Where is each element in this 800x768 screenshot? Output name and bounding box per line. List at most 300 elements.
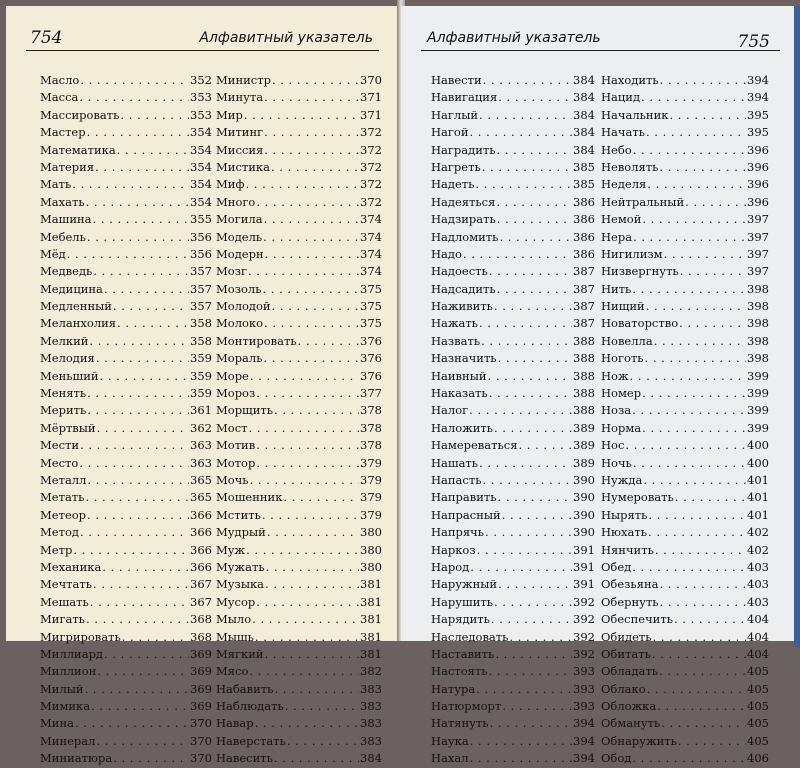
dot-leader bbox=[481, 333, 572, 350]
dot-leader bbox=[113, 750, 189, 767]
index-entry bbox=[601, 281, 769, 298]
dot-leader bbox=[93, 263, 189, 280]
index-page-number: 399 bbox=[747, 368, 769, 383]
index-entry bbox=[40, 229, 212, 246]
dot-leader bbox=[283, 489, 359, 506]
dot-leader bbox=[674, 611, 746, 628]
index-entry bbox=[601, 750, 769, 767]
index-entry bbox=[40, 124, 212, 141]
index-page-number: 374 bbox=[360, 212, 382, 227]
index-term: Начать bbox=[601, 125, 645, 140]
index-term: Минута bbox=[216, 90, 264, 105]
index-entry bbox=[40, 298, 212, 315]
index-term: Навигация bbox=[431, 90, 498, 105]
dot-leader bbox=[494, 420, 572, 437]
index-entry bbox=[40, 107, 212, 124]
index-entry bbox=[40, 576, 212, 593]
index-entry bbox=[601, 263, 769, 280]
right-page bbox=[401, 6, 800, 766]
index-entry bbox=[216, 368, 382, 385]
index-entry bbox=[216, 211, 382, 228]
dot-leader bbox=[256, 437, 359, 454]
index-entry bbox=[40, 611, 212, 628]
index-entry bbox=[40, 750, 212, 767]
index-entry bbox=[40, 263, 212, 280]
index-page-number: 386 bbox=[573, 212, 595, 227]
dot-leader bbox=[97, 420, 189, 437]
index-term: Мозоль bbox=[216, 281, 262, 296]
dot-leader bbox=[256, 194, 359, 211]
index-page-number: 358 bbox=[190, 316, 212, 331]
index-page-number: 396 bbox=[747, 159, 769, 174]
dot-leader bbox=[265, 646, 359, 663]
dot-leader bbox=[491, 611, 572, 628]
index-page-number: 404 bbox=[747, 629, 769, 644]
index-page-number: 395 bbox=[747, 107, 769, 122]
index-entry bbox=[216, 472, 382, 489]
index-term: Миссия bbox=[216, 142, 264, 157]
dot-leader bbox=[113, 298, 189, 315]
index-term: Напрячь bbox=[431, 525, 485, 540]
index-term: Ноготь bbox=[601, 351, 644, 366]
index-page-number: 405 bbox=[747, 664, 769, 679]
index-entry bbox=[40, 142, 212, 159]
index-page-number: 398 bbox=[747, 316, 769, 331]
dot-leader bbox=[85, 681, 189, 698]
index-entry bbox=[40, 681, 212, 698]
dot-leader bbox=[498, 89, 572, 106]
index-entry bbox=[431, 629, 595, 646]
index-page-number: 376 bbox=[360, 333, 382, 348]
index-term: Мягкий bbox=[216, 646, 264, 661]
index-term: Метр bbox=[40, 542, 73, 557]
index-entry bbox=[40, 333, 212, 350]
index-term: Обложка bbox=[601, 699, 657, 714]
dot-leader bbox=[502, 698, 572, 715]
index-page-number: 377 bbox=[360, 386, 382, 401]
dot-leader bbox=[632, 750, 746, 767]
index-entry bbox=[431, 211, 595, 228]
index-entry bbox=[40, 629, 212, 646]
index-entry bbox=[431, 437, 595, 454]
index-term: Мёртвый bbox=[40, 420, 96, 435]
index-entry bbox=[216, 263, 382, 280]
index-entry bbox=[601, 72, 769, 89]
index-term: Обитать bbox=[601, 646, 651, 661]
index-page-number: 401 bbox=[747, 490, 769, 505]
index-page-number: 372 bbox=[360, 142, 382, 157]
index-entry bbox=[216, 750, 382, 767]
index-term: Меньший bbox=[40, 368, 99, 383]
index-term: Налог bbox=[431, 403, 469, 418]
index-page-number: 405 bbox=[747, 681, 769, 696]
index-page-number: 404 bbox=[747, 612, 769, 627]
dot-leader bbox=[252, 611, 359, 628]
index-entry bbox=[216, 437, 382, 454]
index-term: Наставить bbox=[431, 646, 495, 661]
index-page-number: 389 bbox=[573, 438, 595, 453]
index-entry bbox=[216, 611, 382, 628]
dot-leader bbox=[265, 576, 359, 593]
index-entry bbox=[601, 542, 769, 559]
index-entry bbox=[601, 315, 769, 332]
index-entry bbox=[601, 629, 769, 646]
dot-leader bbox=[502, 507, 572, 524]
dot-leader bbox=[642, 211, 746, 228]
index-page-number: 390 bbox=[573, 525, 595, 540]
index-entry bbox=[601, 455, 769, 472]
dot-leader bbox=[499, 229, 572, 246]
index-page-number: 385 bbox=[573, 177, 595, 192]
index-term: Новаторство bbox=[601, 316, 679, 331]
index-term: Обернуть bbox=[601, 594, 659, 609]
index-term: Навести bbox=[431, 73, 482, 87]
index-term: Мать bbox=[40, 177, 72, 192]
dot-leader bbox=[648, 524, 746, 541]
index-page-number: 403 bbox=[747, 594, 769, 609]
index-entry bbox=[431, 229, 595, 246]
index-entry bbox=[40, 385, 212, 402]
dot-leader bbox=[80, 72, 189, 89]
index-term: Медицина bbox=[40, 281, 103, 296]
dot-leader bbox=[298, 333, 359, 350]
index-entry bbox=[40, 159, 212, 176]
index-page-number: 381 bbox=[360, 594, 382, 609]
index-term: Народ bbox=[431, 559, 470, 574]
index-term: Мешать bbox=[40, 594, 89, 609]
index-term: Масло bbox=[40, 73, 80, 87]
index-page-number: 394 bbox=[573, 716, 595, 731]
index-page-number: 354 bbox=[190, 125, 212, 140]
index-entry bbox=[431, 576, 595, 593]
index-term: Машина bbox=[40, 212, 92, 227]
dot-leader bbox=[661, 715, 746, 732]
index-entry bbox=[216, 542, 382, 559]
dot-leader bbox=[490, 715, 572, 732]
dot-leader bbox=[85, 489, 189, 506]
index-page-number: 353 bbox=[190, 107, 212, 122]
dot-leader bbox=[93, 211, 190, 228]
dot-leader bbox=[104, 281, 189, 298]
index-page-number: 374 bbox=[360, 229, 382, 244]
dot-leader bbox=[470, 733, 572, 750]
index-page-number: 381 bbox=[360, 612, 382, 627]
dot-leader bbox=[262, 507, 359, 524]
index-entry bbox=[601, 698, 769, 715]
index-page-number: 389 bbox=[573, 420, 595, 435]
index-page-number: 395 bbox=[747, 125, 769, 140]
index-entry bbox=[431, 420, 595, 437]
index-page-number: 354 bbox=[190, 177, 212, 192]
index-page-number: 369 bbox=[190, 664, 212, 679]
index-page-number: 397 bbox=[747, 229, 769, 244]
index-entry bbox=[40, 489, 212, 506]
index-term: Нужда bbox=[601, 472, 643, 487]
index-page-number: 403 bbox=[747, 559, 769, 574]
index-page-number: 365 bbox=[190, 472, 212, 487]
index-term: Облако bbox=[601, 681, 646, 696]
dot-leader bbox=[654, 333, 746, 350]
index-term: Могила bbox=[216, 212, 263, 227]
dot-leader bbox=[264, 315, 359, 332]
index-entry bbox=[40, 472, 212, 489]
index-entry bbox=[601, 107, 769, 124]
dot-leader bbox=[625, 437, 746, 454]
index-entry bbox=[601, 489, 769, 506]
index-entry bbox=[216, 229, 382, 246]
index-term: Мигать bbox=[40, 612, 85, 627]
index-entry bbox=[40, 733, 212, 750]
index-page-number: 396 bbox=[747, 177, 769, 192]
index-page-number: 391 bbox=[573, 559, 595, 574]
index-page-number: 380 bbox=[360, 525, 382, 540]
index-term: Наказать bbox=[431, 386, 488, 401]
index-page-number: 394 bbox=[747, 90, 769, 105]
dot-leader bbox=[470, 750, 573, 767]
index-term: Мерить bbox=[40, 403, 87, 418]
index-term: Настоять bbox=[431, 664, 488, 679]
index-term: Нарушить bbox=[431, 594, 493, 609]
index-term: Нажать bbox=[431, 316, 478, 331]
dot-leader bbox=[489, 663, 573, 680]
index-page-number: 357 bbox=[190, 264, 212, 279]
index-entry bbox=[216, 559, 382, 576]
dot-leader bbox=[97, 663, 189, 680]
dot-leader bbox=[489, 385, 572, 402]
index-term: Надломить bbox=[431, 229, 499, 244]
index-page-number: 387 bbox=[573, 316, 595, 331]
dot-leader bbox=[96, 733, 189, 750]
index-entry bbox=[40, 663, 212, 680]
dot-leader bbox=[633, 229, 746, 246]
index-term: Нищий bbox=[601, 299, 645, 314]
index-page-number: 401 bbox=[747, 507, 769, 522]
dot-leader bbox=[104, 646, 189, 663]
index-page-number: 371 bbox=[360, 107, 382, 122]
header-rule bbox=[26, 50, 379, 51]
dot-leader bbox=[657, 698, 746, 715]
dot-leader bbox=[79, 89, 189, 106]
index-term: Натюрморт bbox=[431, 699, 502, 714]
index-term: Материя bbox=[40, 159, 95, 174]
index-entry bbox=[431, 663, 595, 680]
index-entry bbox=[601, 350, 769, 367]
dot-leader bbox=[647, 176, 746, 193]
index-entry bbox=[601, 229, 769, 246]
index-entry bbox=[431, 524, 595, 541]
dot-leader bbox=[642, 385, 746, 402]
index-page-number: 354 bbox=[190, 142, 212, 157]
dot-leader bbox=[93, 576, 189, 593]
index-term: Неделя bbox=[601, 177, 647, 192]
index-entry bbox=[216, 646, 382, 663]
index-entry bbox=[431, 455, 595, 472]
index-term: Номер bbox=[601, 386, 642, 401]
cover-edge bbox=[794, 6, 800, 647]
index-page-number: 369 bbox=[190, 699, 212, 714]
index-term: Напрасный bbox=[431, 507, 501, 522]
index-term: Метеор bbox=[40, 507, 87, 522]
index-term: Обезьяна bbox=[601, 577, 659, 592]
index-page-number: 380 bbox=[360, 559, 382, 574]
dot-leader bbox=[120, 107, 189, 124]
index-page-number: 402 bbox=[747, 525, 769, 540]
index-entry bbox=[601, 576, 769, 593]
index-term: Навар bbox=[216, 716, 254, 731]
index-page-number: 359 bbox=[190, 368, 212, 383]
index-page-number: 379 bbox=[360, 455, 382, 470]
index-term: Назвать bbox=[431, 333, 481, 348]
dot-leader bbox=[470, 559, 572, 576]
index-page-number: 383 bbox=[360, 733, 382, 748]
index-page-number: 370 bbox=[190, 716, 212, 731]
index-page-number: 370 bbox=[190, 751, 212, 766]
index-term: Надеяться bbox=[431, 194, 496, 209]
index-page-number: 370 bbox=[190, 733, 212, 748]
dot-leader bbox=[272, 72, 359, 89]
index-entry bbox=[601, 594, 769, 611]
dot-leader bbox=[263, 350, 359, 367]
dot-leader bbox=[91, 698, 189, 715]
index-term: Мужать bbox=[216, 559, 265, 574]
index-term: Мастер bbox=[40, 125, 86, 140]
index-entry bbox=[601, 420, 769, 437]
index-entry bbox=[601, 333, 769, 350]
dot-leader bbox=[660, 72, 746, 89]
index-entry bbox=[431, 298, 595, 315]
index-page-number: 369 bbox=[190, 646, 212, 661]
dot-leader bbox=[652, 646, 746, 663]
dot-leader bbox=[255, 715, 359, 732]
index-entry bbox=[431, 715, 595, 732]
index-page-number: 376 bbox=[360, 368, 382, 383]
index-term: Обод bbox=[601, 751, 632, 766]
index-term: Нацид bbox=[601, 90, 641, 105]
index-entry bbox=[601, 211, 769, 228]
index-entry bbox=[40, 420, 212, 437]
index-entry bbox=[216, 298, 382, 315]
index-page-number: 405 bbox=[747, 733, 769, 748]
dot-leader bbox=[632, 281, 746, 298]
index-page-number: 362 bbox=[190, 420, 212, 435]
index-page-number: 357 bbox=[190, 299, 212, 314]
index-term: Мозг bbox=[216, 264, 247, 279]
index-page-number: 385 bbox=[573, 159, 595, 174]
index-entry bbox=[40, 402, 212, 419]
index-page-number: 374 bbox=[360, 246, 382, 261]
dot-leader bbox=[80, 437, 189, 454]
index-entry bbox=[216, 733, 382, 750]
dot-leader bbox=[256, 594, 359, 611]
index-page-number: 398 bbox=[747, 299, 769, 314]
index-term: Ноза bbox=[601, 403, 632, 418]
index-page-number: 387 bbox=[573, 281, 595, 296]
index-term: Обладать bbox=[601, 664, 659, 679]
dot-leader bbox=[463, 246, 572, 263]
dot-leader bbox=[648, 507, 746, 524]
dot-leader bbox=[678, 733, 746, 750]
index-page-number: 396 bbox=[747, 142, 769, 157]
dot-leader bbox=[75, 715, 189, 732]
index-entry bbox=[431, 246, 595, 263]
index-entry bbox=[216, 507, 382, 524]
index-page-number: 382 bbox=[360, 664, 382, 679]
dot-leader bbox=[249, 663, 359, 680]
index-entry bbox=[216, 89, 382, 106]
dot-leader bbox=[646, 298, 746, 315]
dot-leader bbox=[641, 89, 746, 106]
index-entry bbox=[601, 385, 769, 402]
dot-leader bbox=[245, 176, 359, 193]
index-term: Мести bbox=[40, 438, 80, 453]
left-page-header bbox=[26, 28, 379, 50]
index-page-number: 354 bbox=[190, 194, 212, 209]
index-entry bbox=[601, 611, 769, 628]
index-entry bbox=[216, 420, 382, 437]
dot-leader bbox=[287, 733, 359, 750]
dot-leader bbox=[87, 385, 189, 402]
index-page-number: 363 bbox=[190, 438, 212, 453]
index-page-number: 379 bbox=[360, 472, 382, 487]
index-term: Нянчить bbox=[601, 542, 654, 557]
index-entry bbox=[431, 263, 595, 280]
index-page-number: 386 bbox=[573, 246, 595, 261]
index-page-number: 405 bbox=[747, 716, 769, 731]
index-entry bbox=[216, 176, 382, 193]
dot-leader bbox=[122, 629, 189, 646]
index-page-number: 384 bbox=[360, 751, 382, 766]
dot-leader bbox=[250, 368, 359, 385]
index-page-number: 367 bbox=[190, 594, 212, 609]
index-entry bbox=[431, 194, 595, 211]
index-page-number: 380 bbox=[360, 542, 382, 557]
index-page-number: 376 bbox=[360, 351, 382, 366]
dot-leader bbox=[632, 559, 746, 576]
index-term: Механика bbox=[40, 559, 102, 574]
index-term: Намереваться bbox=[431, 438, 518, 453]
index-entry bbox=[431, 559, 595, 576]
dot-leader bbox=[479, 455, 572, 472]
index-page-number: 366 bbox=[190, 525, 212, 540]
index-page-number: 379 bbox=[360, 490, 382, 505]
index-entry bbox=[431, 350, 595, 367]
index-term: Миллион bbox=[40, 664, 97, 679]
dot-leader bbox=[685, 194, 746, 211]
dot-leader bbox=[509, 629, 572, 646]
dot-leader bbox=[255, 629, 359, 646]
index-term: Милый bbox=[40, 681, 84, 696]
index-term: Нумеровать bbox=[601, 490, 674, 505]
index-page-number: 391 bbox=[573, 577, 595, 592]
dot-leader bbox=[256, 385, 359, 402]
dot-leader bbox=[485, 524, 572, 541]
index-term: Навесить bbox=[216, 751, 273, 766]
index-entry bbox=[431, 402, 595, 419]
index-entry bbox=[216, 281, 382, 298]
dot-leader bbox=[494, 298, 572, 315]
dot-leader bbox=[73, 542, 189, 559]
index-term: Направить bbox=[431, 490, 497, 505]
index-term: Мотив bbox=[216, 438, 256, 453]
index-page-number: 384 bbox=[573, 142, 595, 157]
index-entry bbox=[40, 559, 212, 576]
index-page-number: 392 bbox=[573, 612, 595, 627]
index-entry bbox=[216, 402, 382, 419]
index-term: Молоко bbox=[216, 316, 264, 331]
index-term: Наружный bbox=[431, 577, 498, 592]
index-page-number: 399 bbox=[747, 420, 769, 435]
index-page-number: 390 bbox=[573, 490, 595, 505]
